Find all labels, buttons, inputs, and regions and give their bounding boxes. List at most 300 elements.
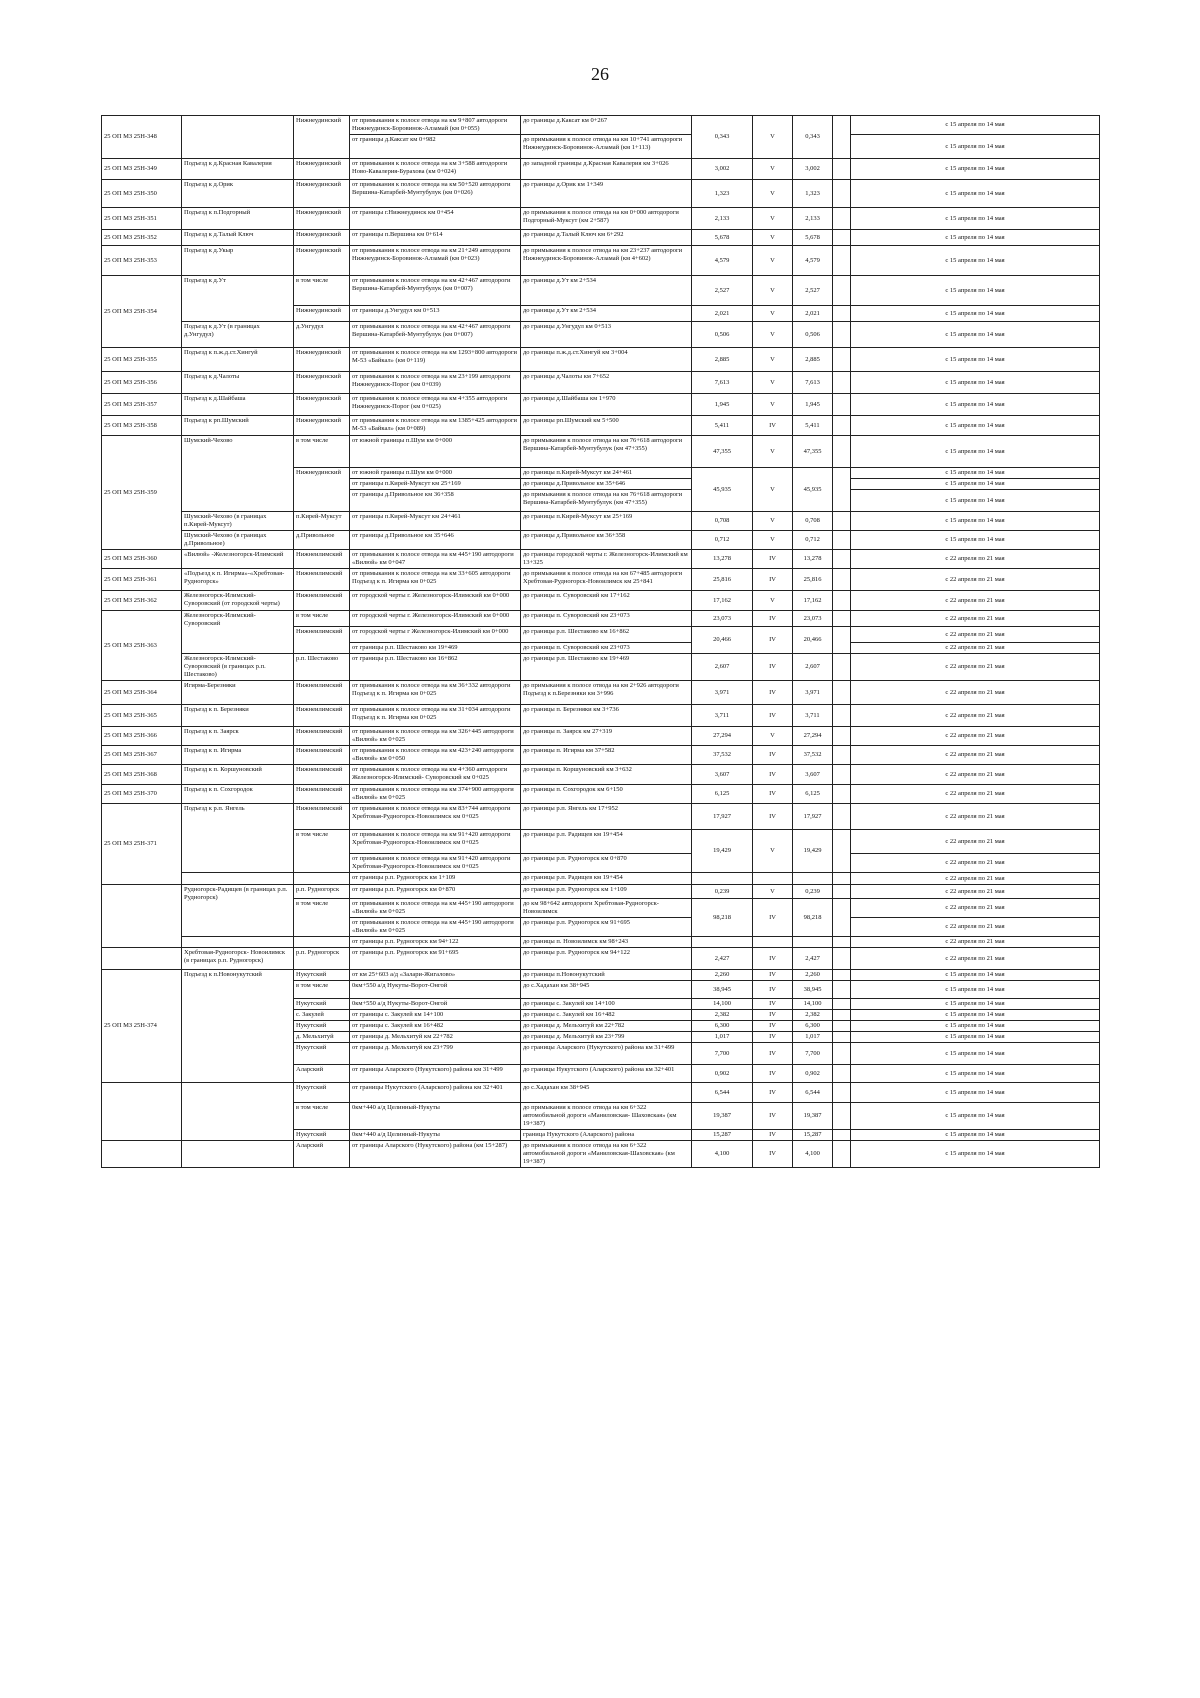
segment-end-cell: до границы р.п. Рудногорск км 91+695 — [521, 918, 692, 937]
category-cell: V — [753, 276, 793, 306]
table-row — [102, 765, 1100, 785]
empty-cell — [833, 569, 851, 591]
district-cell: Нукутский — [294, 970, 350, 981]
segment-start-cell: от городской черты г Железногорск-Илимский км 0+000 — [350, 627, 521, 643]
empty-cell — [833, 531, 851, 550]
length-km-cell: 17,927 — [692, 804, 753, 830]
restriction-period-cell: с 22 апреля по 21 мая — [851, 830, 1100, 854]
segment-end-cell: до границы п. Березняки км 3+736 — [521, 705, 692, 727]
district-cell: Нижнеилимский — [294, 785, 350, 804]
length-category-km-cell — [793, 937, 833, 948]
category-cell: V — [753, 246, 793, 276]
empty-cell — [833, 804, 851, 830]
length-km-cell: 2,021 — [692, 306, 753, 322]
segment-start-cell: от границы с. Закулей км 14+100 — [350, 1010, 521, 1021]
empty-cell — [833, 981, 851, 999]
segment-end-cell: до примыкания к полосе отвода на км 67+485 автодороги Хребтовая-Рудногорск-Новоилимск км 25+841 — [521, 569, 692, 591]
category-cell: V — [753, 159, 793, 180]
road-code-cell: 25 ОП МЗ 25Н-355 — [102, 348, 182, 372]
empty-cell — [833, 899, 851, 937]
length-category-km-cell: 2,885 — [793, 348, 833, 372]
empty-cell — [833, 654, 851, 681]
restriction-period-cell: с 15 апреля по 14 мая — [851, 246, 1100, 276]
district-cell: в том числе — [294, 1103, 350, 1130]
segment-start-cell: 0км+440 а/д Целинный-Нукуты — [350, 1130, 521, 1141]
road-name-cell: Подъезд к д.Чалоты — [182, 372, 294, 394]
category-cell: IV — [753, 981, 793, 999]
length-km-cell: 3,971 — [692, 681, 753, 705]
district-cell: Нижнеилимский — [294, 627, 350, 654]
restriction-period-cell: с 22 апреля по 21 мая — [851, 785, 1100, 804]
segment-start-cell: от границы Аларского (Нукутского) района (км 15+287) — [350, 1141, 521, 1168]
road-name-cell: «Вилюй» -Железногорск-Илимский — [182, 550, 294, 569]
length-category-km-cell: 2,382 — [793, 1010, 833, 1021]
road-name-cell — [182, 1141, 294, 1168]
length-category-km-cell: 38,945 — [793, 981, 833, 999]
segment-start-cell: от границы Аларского (Нукутского) района км 31+499 — [350, 1065, 521, 1083]
length-category-km-cell: 14,100 — [793, 999, 833, 1010]
length-category-km-cell: 19,429 — [793, 830, 833, 873]
road-code-cell: 25 ОП МЗ 25Н-362 — [102, 591, 182, 611]
segment-start-cell: от границы р.п. Рудногорск км 0+870 — [350, 885, 521, 899]
length-category-km-cell: 3,711 — [793, 705, 833, 727]
restriction-period-cell: с 15 апреля по 14 мая — [851, 512, 1100, 531]
district-cell: Нижнеилимский — [294, 746, 350, 765]
table-row — [102, 654, 1100, 681]
restriction-period-cell: с 22 апреля по 21 мая — [851, 627, 1100, 643]
category-cell: IV — [753, 765, 793, 785]
category-cell: IV — [753, 970, 793, 981]
road-name-cell: Подъезд к п. Игирма — [182, 746, 294, 765]
restriction-period-cell: с 22 апреля по 21 мая — [851, 681, 1100, 705]
road-name-cell: Подъезд к п. Коршуновский — [182, 765, 294, 785]
length-km-cell: 3,607 — [692, 765, 753, 785]
empty-cell — [833, 627, 851, 654]
district-cell: Нижнеудинский — [294, 180, 350, 208]
segment-start-cell: от примыкания к полосе отвода на км 83+744 автодороги Хребтовая-Рудногорск-Новоилимск км 0+025 — [350, 804, 521, 830]
restriction-period-cell: с 15 апреля по 14 мая — [851, 159, 1100, 180]
empty-cell — [833, 322, 851, 348]
road-code-cell: 25 ОП МЗ 25Н-374 — [102, 970, 182, 1083]
length-km-cell: 3,002 — [692, 159, 753, 180]
segment-start-cell: от границы д.Привольное км 35+646 — [350, 531, 521, 550]
district-cell: Нукутский — [294, 1083, 350, 1103]
segment-end-cell: до примыкания к полосе отвода на км 6+322 автомобильной дороги «Маниловская- Шаховская» (км 19+387) — [521, 1103, 692, 1130]
road-code-cell: 25 ОП МЗ 25Н-367 — [102, 746, 182, 765]
road-table-wrapper — [101, 115, 1099, 1168]
length-km-cell: 1,945 — [692, 394, 753, 416]
length-km-cell: 2,260 — [692, 970, 753, 981]
district-cell: д.Привольное — [294, 531, 350, 550]
road-name-cell: Подъезд к п. Заярск — [182, 727, 294, 746]
restriction-period-cell: с 15 апреля по 14 мая — [851, 306, 1100, 322]
segment-start-cell: от границы Нукутского (Аларского) района км 32+401 — [350, 1083, 521, 1103]
restriction-period-cell: с 22 апреля по 21 мая — [851, 746, 1100, 765]
table-row — [102, 372, 1100, 394]
table-row — [102, 276, 1100, 306]
length-km-cell: 4,579 — [692, 246, 753, 276]
length-category-km-cell: 23,073 — [793, 611, 833, 627]
district-cell: Нижнеилимский — [294, 765, 350, 785]
length-km-cell: 17,162 — [692, 591, 753, 611]
segment-end-cell: до границы п. Суворовский км 23+073 — [521, 611, 692, 627]
segment-start-cell: от примыкания к полосе отвода на км 445+190 автодороги «Вилюй» км 0+025 — [350, 918, 521, 937]
restriction-period-cell: с 15 апреля по 14 мая — [851, 208, 1100, 230]
length-category-km-cell: 6,544 — [793, 1083, 833, 1103]
road-name-cell: Железногорск-Илимский-Суворовский (в границах р.п. Шестаково) — [182, 654, 294, 681]
table-row — [102, 531, 1100, 550]
road-code-cell — [102, 948, 182, 970]
length-km-cell: 98,218 — [692, 899, 753, 937]
category-cell: IV — [753, 1032, 793, 1043]
restriction-period-cell: с 22 апреля по 21 мая — [851, 918, 1100, 937]
district-cell: д. Мельхитуй — [294, 1032, 350, 1043]
length-km-cell: 15,287 — [692, 1130, 753, 1141]
empty-cell — [833, 1032, 851, 1043]
length-km-cell — [692, 873, 753, 885]
category-cell: IV — [753, 804, 793, 830]
length-category-km-cell: 45,935 — [793, 468, 833, 512]
length-category-km-cell: 4,579 — [793, 246, 833, 276]
segment-end-cell: до границы р.п. Радищев км 19+454 — [521, 830, 692, 854]
segment-end-cell: до границы п.ж.д.ст.Хингуй км 3+004 — [521, 348, 692, 372]
district-cell: Нижнеудинский — [294, 306, 350, 322]
category-cell: IV — [753, 1083, 793, 1103]
segment-start-cell: от км 25+603 а/д «Залари-Жигалово» — [350, 970, 521, 981]
road-code-cell: 25 ОП МЗ 25Н-363 — [102, 611, 182, 681]
table-row — [102, 611, 1100, 627]
table-row — [102, 681, 1100, 705]
category-cell: IV — [753, 1021, 793, 1032]
road-name-cell: Подъезд к д.Орик — [182, 180, 294, 208]
segment-start-cell: от примыкания к полосе отвода на км 423+240 автодороги «Вилюй» км 0+050 — [350, 746, 521, 765]
category-cell: IV — [753, 899, 793, 937]
length-category-km-cell: 19,387 — [793, 1103, 833, 1130]
district-cell: Нижнеудинский — [294, 416, 350, 436]
road-name-cell: Шумский-Чехово (в границах д.Привольное) — [182, 531, 294, 550]
length-category-km-cell: 37,532 — [793, 746, 833, 765]
road-code-cell — [102, 1141, 182, 1168]
segment-end-cell: до границы р.п. Янгель км 17+952 — [521, 804, 692, 830]
empty-cell — [833, 785, 851, 804]
district-cell: Нижнеилимский — [294, 681, 350, 705]
length-category-km-cell: 0,239 — [793, 885, 833, 899]
length-km-cell: 0,506 — [692, 322, 753, 348]
restriction-period-cell: с 22 апреля по 21 мая — [851, 591, 1100, 611]
category-cell: IV — [753, 1141, 793, 1168]
empty-cell — [833, 1065, 851, 1083]
length-category-km-cell: 0,902 — [793, 1065, 833, 1083]
length-category-km-cell: 1,323 — [793, 180, 833, 208]
segment-end-cell: до границы д.Каксат км 0+267 — [521, 116, 692, 135]
segment-end-cell: до границы Аларского (Нукутского) района км 31+499 — [521, 1043, 692, 1065]
road-table — [101, 115, 1100, 1168]
empty-cell — [833, 512, 851, 531]
segment-start-cell: 0км+550 а/д Нукуты-Ворот-Онгой — [350, 981, 521, 999]
category-cell: V — [753, 591, 793, 611]
segment-start-cell: от границы д.Каксат км 0+982 — [350, 135, 521, 159]
restriction-period-cell: с 15 апреля по 14 мая — [851, 1141, 1100, 1168]
table-row — [102, 970, 1100, 981]
road-code-cell: 25 ОП МЗ 25Н-349 — [102, 159, 182, 180]
length-km-cell: 6,544 — [692, 1083, 753, 1103]
segment-start-cell: от примыкания к полосе отвода на км 42+467 автодороги Вершина-Катарбей-Мунтубулук (км 0+007) — [350, 322, 521, 348]
segment-end-cell: до с.Хадахан км 38+945 — [521, 981, 692, 999]
road-name-cell — [182, 1083, 294, 1141]
district-cell: р.п. Рудногорск — [294, 885, 350, 899]
district-cell: Нижнеудинский — [294, 394, 350, 416]
road-code-cell: 25 ОП МЗ 25Н-361 — [102, 569, 182, 591]
segment-start-cell: от южной границы п.Шум км 0+000 — [350, 436, 521, 468]
segment-start-cell: от границы п.Кирей-Муксут км 24+461 — [350, 512, 521, 531]
road-code-cell: 25 ОП МЗ 25Н-371 — [102, 804, 182, 885]
table-row — [102, 416, 1100, 436]
category-cell: V — [753, 348, 793, 372]
segment-end-cell: до границы д.Привольное км 35+646 — [521, 479, 692, 490]
empty-cell — [833, 276, 851, 306]
empty-cell — [833, 885, 851, 899]
empty-cell — [833, 416, 851, 436]
district-cell: Нукутский — [294, 1021, 350, 1032]
empty-cell — [833, 873, 851, 885]
restriction-period-cell: с 15 апреля по 14 мая — [851, 1130, 1100, 1141]
segment-end-cell: до границы д.Шайбаша км 1+970 — [521, 394, 692, 416]
length-km-cell: 0,708 — [692, 512, 753, 531]
restriction-period-cell: с 15 апреля по 14 мая — [851, 479, 1100, 490]
restriction-period-cell: с 15 апреля по 14 мая — [851, 416, 1100, 436]
road-name-cell: Железногорск-Илимский-Суворовский (от городской черты) — [182, 591, 294, 611]
empty-cell — [833, 765, 851, 785]
district-cell: Нижнеудинский — [294, 159, 350, 180]
length-category-km-cell: 25,816 — [793, 569, 833, 591]
length-category-km-cell: 3,607 — [793, 765, 833, 785]
district-cell: Нижнеудинский — [294, 208, 350, 230]
length-category-km-cell: 0,712 — [793, 531, 833, 550]
table-row — [102, 873, 1100, 885]
road-name-cell: Подъезд к п.Новонукутский — [182, 970, 294, 1083]
empty-cell — [833, 394, 851, 416]
restriction-period-cell: с 15 апреля по 14 мая — [851, 999, 1100, 1010]
length-category-km-cell: 6,300 — [793, 1021, 833, 1032]
district-cell: в том числе — [294, 830, 350, 873]
category-cell: V — [753, 436, 793, 468]
restriction-period-cell: с 15 апреля по 14 мая — [851, 135, 1100, 159]
segment-end-cell: до западной границы д.Красная Кавалерия км 3+026 — [521, 159, 692, 180]
road-name-cell: Подъезд к д.Красная Кавалерия — [182, 159, 294, 180]
length-category-km-cell: 17,162 — [793, 591, 833, 611]
district-cell: в том числе — [294, 611, 350, 627]
length-category-km-cell: 20,466 — [793, 627, 833, 654]
empty-cell — [833, 116, 851, 159]
category-cell: V — [753, 531, 793, 550]
length-category-km-cell: 0,343 — [793, 116, 833, 159]
district-cell: Аларский — [294, 1065, 350, 1083]
segment-end-cell: до границы р.п. Рудногорск км 94+122 — [521, 948, 692, 970]
road-code-cell: 25 ОП МЗ 25Н-356 — [102, 372, 182, 394]
road-name-cell: Рудногорск-Радищев (в границах р.п. Рудногорск) — [182, 885, 294, 937]
segment-start-cell: от границы р.п. Рудногорск км 91+695 — [350, 948, 521, 970]
category-cell: V — [753, 394, 793, 416]
category-cell: V — [753, 180, 793, 208]
segment-end-cell: до границы п. Коршуновский км 3+632 — [521, 765, 692, 785]
segment-end-cell: до км 98+642 автодороги Хребтовая-Рудногорск-Новоилимск — [521, 899, 692, 918]
restriction-period-cell: с 15 апреля по 14 мая — [851, 180, 1100, 208]
district-cell: Нижнеилимский — [294, 569, 350, 591]
road-code-cell: 25 ОП МЗ 25Н-353 — [102, 246, 182, 276]
length-km-cell — [692, 937, 753, 948]
length-category-km-cell: 2,427 — [793, 948, 833, 970]
length-km-cell: 19,429 — [692, 830, 753, 873]
length-km-cell: 38,945 — [692, 981, 753, 999]
length-km-cell: 2,885 — [692, 348, 753, 372]
road-code-cell: 25 ОП МЗ 25Н-366 — [102, 727, 182, 746]
segment-start-cell: от границы д. Мельхитуй км 22+782 — [350, 1032, 521, 1043]
category-cell: IV — [753, 1043, 793, 1065]
length-category-km-cell: 15,287 — [793, 1130, 833, 1141]
length-km-cell: 13,278 — [692, 550, 753, 569]
segment-start-cell: от примыкания к полосе отвода на км 4+360 автодороги Железногорск-Илимский- Суворовский км 0+025 — [350, 765, 521, 785]
restriction-period-cell: с 15 апреля по 14 мая — [851, 1043, 1100, 1065]
segment-end-cell: до границы п. Игирма км 37+582 — [521, 746, 692, 765]
road-name-cell: Подъезд к д.Шайбаша — [182, 394, 294, 416]
segment-end-cell: до границы д.Ут км 2+534 — [521, 276, 692, 306]
road-name-cell — [182, 116, 294, 159]
length-category-km-cell: 2,607 — [793, 654, 833, 681]
segment-end-cell: до границы р.п. Шестаково км 19+469 — [521, 654, 692, 681]
restriction-period-cell: с 22 апреля по 21 мая — [851, 948, 1100, 970]
segment-start-cell: от примыкания к полосе отвода на км 33+605 автодороги Подъезд к п. Игирма км 0+025 — [350, 569, 521, 591]
table-row — [102, 180, 1100, 208]
segment-end-cell: до примыкания к полосе отвода на км 6+322 автомобильной дороги «Маниловская-Шаховская» (км 19+387) — [521, 1141, 692, 1168]
road-code-cell: 25 ОП МЗ 25Н-359 — [102, 436, 182, 550]
length-category-km-cell: 27,294 — [793, 727, 833, 746]
length-km-cell: 7,613 — [692, 372, 753, 394]
segment-start-cell: от городской черты г. Железногорск-Илимский км 0+000 — [350, 591, 521, 611]
category-cell: IV — [753, 746, 793, 765]
segment-start-cell: от примыкания к полосе отвода на км 9+807 автодороги Нижнеудинск-Боровинок-Алзамай (км 0+055) — [350, 116, 521, 135]
empty-cell — [833, 937, 851, 948]
restriction-period-cell: с 15 апреля по 14 мая — [851, 372, 1100, 394]
empty-cell — [833, 1103, 851, 1130]
restriction-period-cell: с 15 апреля по 14 мая — [851, 1010, 1100, 1021]
restriction-period-cell: с 15 апреля по 14 мая — [851, 1021, 1100, 1032]
length-km-cell: 5,411 — [692, 416, 753, 436]
empty-cell — [833, 830, 851, 873]
district-cell: Нижнеудинский — [294, 348, 350, 372]
district-cell: Нижнеилимский — [294, 550, 350, 569]
length-km-cell: 4,100 — [692, 1141, 753, 1168]
road-name-cell: Игирма-Березняки — [182, 681, 294, 705]
table-row — [102, 208, 1100, 230]
district-cell: Нижнеилимский — [294, 705, 350, 727]
restriction-period-cell: с 15 апреля по 14 мая — [851, 276, 1100, 306]
length-km-cell: 2,133 — [692, 208, 753, 230]
district-cell: Нижнеудинский — [294, 116, 350, 159]
road-code-cell: 25 ОП МЗ 25Н-358 — [102, 416, 182, 436]
category-cell: IV — [753, 785, 793, 804]
road-code-cell: 25 ОП МЗ 25Н-370 — [102, 785, 182, 804]
length-category-km-cell: 2,133 — [793, 208, 833, 230]
segment-end-cell: до границы п.Новонукутский — [521, 970, 692, 981]
empty-cell — [833, 746, 851, 765]
district-cell — [294, 937, 350, 948]
category-cell — [753, 873, 793, 885]
restriction-period-cell: с 15 апреля по 14 мая — [851, 490, 1100, 512]
road-name-cell: Подъезд к рп.Шумский — [182, 416, 294, 436]
length-km-cell: 6,125 — [692, 785, 753, 804]
empty-cell — [833, 1021, 851, 1032]
segment-end-cell: до границы р.п. Шестаково км 16+862 — [521, 627, 692, 643]
length-km-cell: 19,387 — [692, 1103, 753, 1130]
category-cell: IV — [753, 1130, 793, 1141]
segment-start-cell: 0км+440 а/д Целинный-Нукуты — [350, 1103, 521, 1130]
restriction-period-cell: с 22 апреля по 21 мая — [851, 804, 1100, 830]
category-cell: V — [753, 322, 793, 348]
length-km-cell: 1,323 — [692, 180, 753, 208]
length-category-km-cell: 3,971 — [793, 681, 833, 705]
segment-end-cell: до границы Нукутского (Аларского) района км 32+401 — [521, 1065, 692, 1083]
length-category-km-cell: 2,527 — [793, 276, 833, 306]
empty-cell — [833, 1130, 851, 1141]
empty-cell — [833, 436, 851, 468]
district-cell: в том числе — [294, 436, 350, 468]
segment-start-cell: от примыкания к полосе отвода на км 21+249 автодороги Нижнеудинск-Боровинок-Алзамай (км 0+023) — [350, 246, 521, 276]
district-cell: в том числе — [294, 981, 350, 999]
table-row — [102, 591, 1100, 611]
restriction-period-cell: с 15 апреля по 14 мая — [851, 1103, 1100, 1130]
segment-end-cell: до границы р.п. Рудногорск км 0+870 — [521, 854, 692, 873]
restriction-period-cell: с 22 апреля по 21 мая — [851, 643, 1100, 654]
category-cell: IV — [753, 654, 793, 681]
district-cell: Нижнеилимский — [294, 804, 350, 830]
table-row — [102, 348, 1100, 372]
length-category-km-cell: 98,218 — [793, 899, 833, 937]
category-cell: IV — [753, 948, 793, 970]
table-row — [102, 705, 1100, 727]
restriction-period-cell: с 22 апреля по 21 мая — [851, 569, 1100, 591]
category-cell: V — [753, 468, 793, 512]
category-cell: IV — [753, 569, 793, 591]
empty-cell — [833, 306, 851, 322]
road-name-cell: Хребтовая-Рудногорск- Новоилимск (в границах р.п. Рудногорск) — [182, 948, 294, 970]
segment-end-cell: до границы рп.Шумский км 5+500 — [521, 416, 692, 436]
segment-end-cell: до границы п. Сохгородок км 6+150 — [521, 785, 692, 804]
restriction-period-cell: с 15 апреля по 14 мая — [851, 230, 1100, 246]
segment-start-cell: 0км+550 а/д Нукуты-Ворот-Онгой — [350, 999, 521, 1010]
length-category-km-cell: 1,945 — [793, 394, 833, 416]
segment-end-cell: до примыкания к полосе отвода на км 10+741 автодороги Нижнеудинск-Боровинок-Алзамай (км 1+113) — [521, 135, 692, 159]
length-km-cell: 0,239 — [692, 885, 753, 899]
table-row — [102, 322, 1100, 348]
road-code-cell: 25 ОП МЗ 25Н-354 — [102, 276, 182, 348]
length-category-km-cell: 6,125 — [793, 785, 833, 804]
length-category-km-cell: 2,021 — [793, 306, 833, 322]
road-name-cell: Подъезд к п.Подгорный — [182, 208, 294, 230]
segment-start-cell: от примыкания к полосе отвода на км 23+199 автодороги Нижнеудинск-Порог (км 0+039) — [350, 372, 521, 394]
length-category-km-cell: 47,355 — [793, 436, 833, 468]
road-name-cell: Шумский-Чехово — [182, 436, 294, 512]
segment-end-cell: до границы п. Суворовский км 17+162 — [521, 591, 692, 611]
segment-end-cell: до границы д. Мельхитуй км 22+782 — [521, 1021, 692, 1032]
district-cell: Нижнеудинский — [294, 372, 350, 394]
segment-start-cell: от примыкания к полосе отвода на км 445+190 автодороги «Вилюй» км 0+047 — [350, 550, 521, 569]
empty-cell — [833, 611, 851, 627]
road-name-cell: Подъезд к п.ж.д.ст.Хингуй — [182, 348, 294, 372]
segment-start-cell: от границы р.п. Рудногорск км 1+109 — [350, 873, 521, 885]
road-name-cell: Подъезд к п. Березняки — [182, 705, 294, 727]
road-name-cell: Подъезд к д.Укыр — [182, 246, 294, 276]
table-row — [102, 116, 1100, 135]
